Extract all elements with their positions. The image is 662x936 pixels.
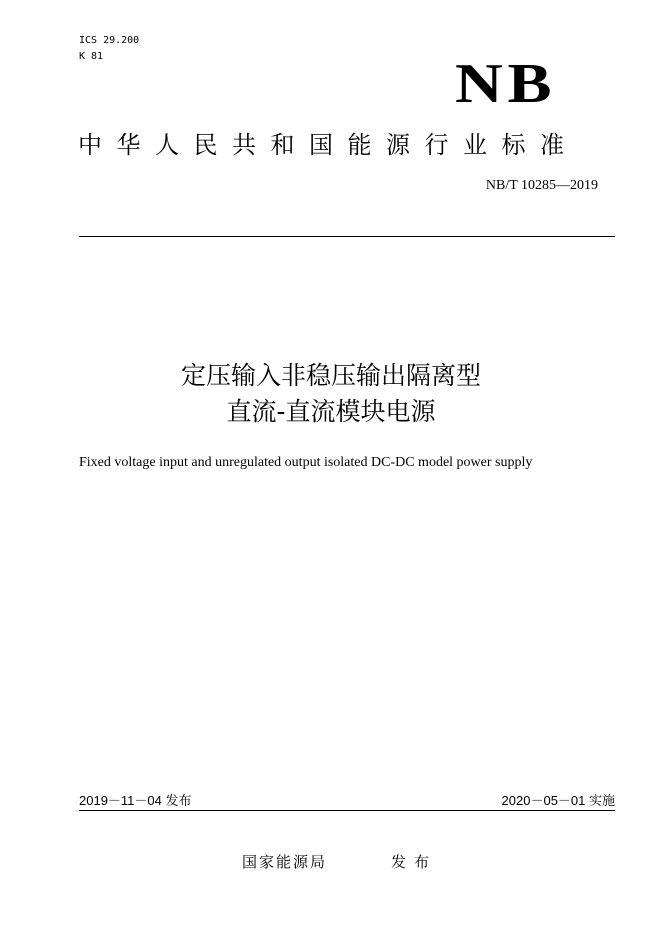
issuing-authority: 国家能源局 bbox=[242, 853, 328, 871]
ics-code: ICS 29.200 bbox=[79, 35, 140, 46]
publish-date: 2019－11－04 发布 bbox=[79, 793, 192, 808]
implementation-date: 2020－05－01 实施 bbox=[501, 793, 615, 808]
authority-title: 中华人民共和国能源行业标准 bbox=[78, 131, 579, 159]
classification-codes bbox=[79, 33, 139, 65]
bottom-divider bbox=[79, 810, 615, 811]
top-divider bbox=[79, 236, 615, 237]
standard-number: NB/T 10285—2019 bbox=[485, 178, 598, 193]
issue-label: 发布 bbox=[391, 853, 438, 871]
nb-logo: NB bbox=[455, 53, 557, 115]
title-line-2: 直流-直流模块电源 bbox=[226, 397, 436, 426]
english-title: Fixed voltage input and unregulated output isolated DC-DC model power supply bbox=[79, 455, 533, 470]
title-line-1: 定压输入非稳压输出隔离型 bbox=[180, 361, 481, 390]
ccs-code: K 81 bbox=[79, 51, 104, 62]
chinese-title bbox=[0, 358, 662, 430]
